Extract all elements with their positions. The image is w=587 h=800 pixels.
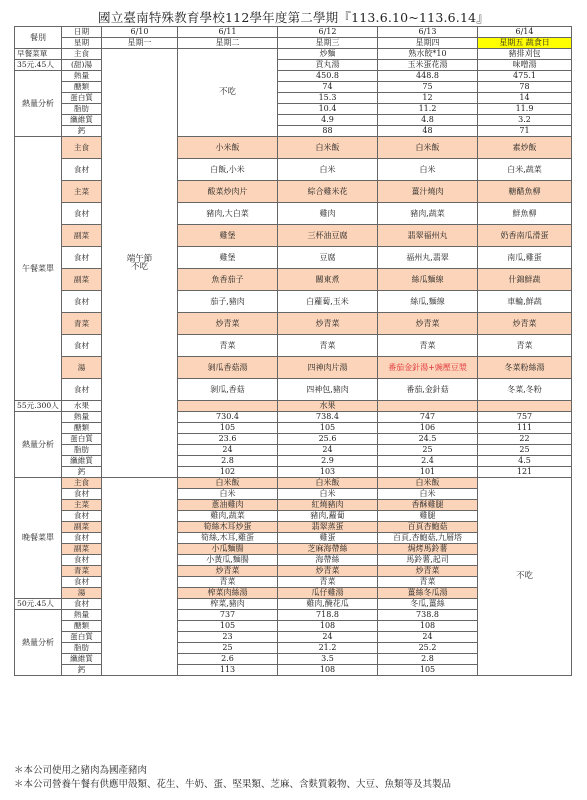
lunch-day4-cell: 111 — [478, 423, 572, 434]
table-row — [15, 247, 572, 269]
table-row — [15, 412, 572, 423]
row-label: 脂肪 — [62, 643, 102, 654]
weekday-cell: 星期四 — [378, 38, 478, 49]
lunch-day4-cell: 冬菜,冬粉 — [478, 379, 572, 401]
date-label: 日期 — [62, 27, 102, 38]
dinner-day2-cell: 21.2 — [278, 643, 378, 654]
page-title: 國立臺南特殊教育學校112學年度第二學期『113.6.10~113.6.14』 — [98, 10, 489, 25]
breakfast-thu: 75 — [378, 82, 478, 93]
lunch-day2-cell: 105 — [278, 423, 378, 434]
lunch-day3-cell: 薑汁燒肉 — [378, 181, 478, 203]
breakfast-thu: 玉米蛋花湯 — [378, 60, 478, 71]
lunch-day1-cell: 23.6 — [178, 434, 278, 445]
dinner-day1-cell: 23 — [178, 632, 278, 643]
dinner-day2-cell: 3.5 — [278, 654, 378, 665]
dinner-price: 50元.45人 — [15, 599, 62, 610]
breakfast-wed: 4.9 — [278, 115, 378, 126]
table-row — [15, 159, 572, 181]
table-row — [15, 126, 572, 137]
dinner-day1-cell: 白米飯 — [178, 478, 278, 489]
lunch-day1-cell: 魚香茄子 — [178, 269, 278, 291]
lunch-day2-cell: 炒青菜 — [278, 313, 378, 335]
lunch-day1-cell: 2.8 — [178, 456, 278, 467]
dinner-day3-cell: 雞腿 — [378, 511, 478, 522]
table-row — [15, 445, 572, 456]
lunch-day2-cell: 25.6 — [278, 434, 378, 445]
lunch-day3-cell: 福州丸,翡翠 — [378, 247, 478, 269]
row-label: 主食 — [62, 478, 102, 489]
dinner-day3-cell: 薑絲冬瓜湯 — [378, 588, 478, 599]
lunch-day1-cell: 酸菜炒肉片 — [178, 181, 278, 203]
lunch-day2-cell: 738.4 — [278, 412, 378, 423]
dinner-day3-cell: 105 — [378, 665, 478, 676]
breakfast-thu: 4.8 — [378, 115, 478, 126]
lunch-day3-cell: 豬肉,蔬菜 — [378, 203, 478, 225]
table-row — [15, 291, 572, 313]
breakfast-thu: 48 — [378, 126, 478, 137]
date-cell: 6/10 — [102, 27, 178, 38]
table-row — [15, 38, 572, 49]
breakfast-fri: 14 — [478, 93, 572, 104]
lunch-day4-cell: 4.5 — [478, 456, 572, 467]
dinner-day2-cell: 108 — [278, 665, 378, 676]
dinner-day2-cell: 雞肉,醃花瓜 — [278, 599, 378, 610]
row-label: 鈣 — [62, 665, 102, 676]
lunch-day2-cell: 24 — [278, 445, 378, 456]
lunch-day4-cell: 炒青菜 — [478, 313, 572, 335]
lunch-day4-cell: 121 — [478, 467, 572, 478]
breakfast-thu: 448.8 — [378, 71, 478, 82]
lunch-day3-cell: 2.4 — [378, 456, 478, 467]
row-label: 脂肪 — [62, 445, 102, 456]
lunch-day2-cell: 三杯油豆腐 — [278, 225, 378, 247]
row-label: 青菜 — [62, 566, 102, 577]
row-label: 副菜 — [62, 544, 102, 555]
dinner-day2-cell: 白米 — [278, 489, 378, 500]
lunch-day1-cell: 24 — [178, 445, 278, 456]
breakfast-wed: 炒麵 — [278, 49, 378, 60]
breakfast-fri: 71 — [478, 126, 572, 137]
row-label: 副菜 — [62, 522, 102, 533]
row-label: 蛋白質 — [62, 632, 102, 643]
lunch-day4-cell: 素炒飯 — [478, 137, 572, 159]
weekly-menu-table — [14, 26, 572, 676]
dinner-mon-blank — [102, 478, 178, 676]
row-label: 蛋白質 — [62, 434, 102, 445]
dinner-day3-cell: 焗烤馬鈴薯 — [378, 544, 478, 555]
lunch-day2-cell: 103 — [278, 467, 378, 478]
lunch-day2-cell: 四神肉片湯 — [278, 357, 378, 379]
breakfast-fri: 味噌湯 — [478, 60, 572, 71]
breakfast-wed: 貢丸湯 — [278, 60, 378, 71]
lunch-day1-cell: 730.4 — [178, 412, 278, 423]
dinner-day1-cell: 筍絲,木耳,雞蛋 — [178, 533, 278, 544]
row-label: 纖維質 — [62, 115, 102, 126]
breakfast-thu: 12 — [378, 93, 478, 104]
lunch-day3-cell: 絲瓜,麵線 — [378, 291, 478, 313]
row-label: 食材 — [62, 203, 102, 225]
dinner-day1-cell: 榨菜肉絲湯 — [178, 588, 278, 599]
row-label: 蛋白質 — [62, 93, 102, 104]
table-row — [15, 71, 572, 82]
lunch-day3-cell: 番茄金針湯+豌壓豆漿 — [378, 357, 478, 379]
footnote-allergen: ＊本公司營養午餐有供應甲殼類、花生、牛奶、蛋、堅果類、芝麻、含麩質穀物、大豆、魚類等及其製品 — [14, 779, 452, 790]
row-label: 青菜 — [62, 313, 102, 335]
row-label: 食材 — [62, 291, 102, 313]
dinner-day1-cell: 2.6 — [178, 654, 278, 665]
lunch-day2-cell: 2.9 — [278, 456, 378, 467]
lunch-day1-cell: 102 — [178, 467, 278, 478]
row-label: 鈣 — [62, 467, 102, 478]
table-row — [15, 478, 572, 489]
lunch-day3-cell: 24.5 — [378, 434, 478, 445]
lunch-day4-cell: 車輪,鮮蔬 — [478, 291, 572, 313]
lunch-day3-cell: 白米飯 — [378, 137, 478, 159]
lunch-day4-cell: 糖醋魚柳 — [478, 181, 572, 203]
weekday-cell: 星期二 — [178, 38, 278, 49]
lunch-day4-cell: 南瓜,雞蛋 — [478, 247, 572, 269]
row-label: 醣類 — [62, 82, 102, 93]
row-label: 纖維質 — [62, 654, 102, 665]
dinner-day3-cell: 白米 — [378, 489, 478, 500]
lunch-day2-cell: 綜合雞米花 — [278, 181, 378, 203]
breakfast-wed: 10.4 — [278, 104, 378, 115]
dinner-day2-cell: 芝麻海帶絲 — [278, 544, 378, 555]
dinner-section-label: 晚餐菜單 — [15, 478, 62, 599]
lunch-day4-cell: 青菜 — [478, 335, 572, 357]
dinner-day3-cell: 冬瓜,薑絲 — [378, 599, 478, 610]
table-row — [15, 269, 572, 291]
lunch-day1-cell: 炒青菜 — [178, 313, 278, 335]
table-row — [15, 456, 572, 467]
table-row — [15, 181, 572, 203]
table-row — [15, 401, 572, 412]
breakfast-fri: 豬排刈包 — [478, 49, 572, 60]
dinner-day1-cell: 25 — [178, 643, 278, 654]
lunch-day4-cell: 25 — [478, 445, 572, 456]
weekday-cell: 星期五 蔬食日 — [478, 38, 572, 49]
breakfast-section-label: 早餐菜單 — [15, 49, 62, 60]
breakfast-wed: 74 — [278, 82, 378, 93]
row-label: 食材 — [62, 159, 102, 181]
lunch-day3-cell: 翡翠福州丸 — [378, 225, 478, 247]
lunch-day4-cell: 什錦鮮蔬 — [478, 269, 572, 291]
dinner-nutrition-label: 熱量分析 — [15, 610, 62, 676]
dinner-day1-cell: 737 — [178, 610, 278, 621]
lunch-day1-cell: 105 — [178, 423, 278, 434]
dinner-day2-cell: 炒青菜 — [278, 566, 378, 577]
lunch-day2-cell: 白米飯 — [278, 137, 378, 159]
breakfast-tue-note: 不吃 — [178, 49, 278, 137]
row-label: 湯 — [62, 588, 102, 599]
breakfast-price: 35元.45人 — [15, 60, 62, 71]
lunch-day4-cell: 冬菜粉絲湯 — [478, 357, 572, 379]
table-row — [15, 137, 572, 159]
lunch-day4-cell: 奶香南瓜滑蛋 — [478, 225, 572, 247]
breakfast-wed: 88 — [278, 126, 378, 137]
lunch-nutrition-label: 熱量分析 — [15, 412, 62, 478]
row-label: 纖維質 — [62, 456, 102, 467]
dinner-day2-cell: 紅燒豬肉 — [278, 500, 378, 511]
lunch-day1-cell: 小米飯 — [178, 137, 278, 159]
row-label: 食材 — [62, 379, 102, 401]
row-label: 鈣 — [62, 126, 102, 137]
lunch-day4-cell: 22 — [478, 434, 572, 445]
row-label: 主食 — [62, 137, 102, 159]
dinner-day1-cell: 105 — [178, 621, 278, 632]
lunch-day2-cell: 豆腐 — [278, 247, 378, 269]
dinner-day1-cell: 榨菜,豬肉 — [178, 599, 278, 610]
lunch-day3-cell: 青菜 — [378, 335, 478, 357]
menu-body — [15, 27, 572, 676]
dinner-day3-cell: 百頁杏鮑菇 — [378, 522, 478, 533]
row-label: 主菜 — [62, 500, 102, 511]
table-row — [15, 49, 572, 60]
row-label: 食材 — [62, 335, 102, 357]
table-row — [15, 60, 572, 71]
lunch-day3-cell: 747 — [378, 412, 478, 423]
row-label: 食材 — [62, 599, 102, 610]
lunch-day3-cell: 106 — [378, 423, 478, 434]
dinner-day2-cell: 瓜仔雞湯 — [278, 588, 378, 599]
lunch-day1-cell: 雞堡 — [178, 225, 278, 247]
row-label: 主食 — [62, 49, 102, 60]
row-label: (甜)湯 — [62, 60, 102, 71]
dinner-day1-cell: 炒青菜 — [178, 566, 278, 577]
row-label: 水果 — [62, 401, 102, 412]
row-label: 醣類 — [62, 621, 102, 632]
table-row — [15, 434, 572, 445]
breakfast-fri: 78 — [478, 82, 572, 93]
breakfast-fri: 3.2 — [478, 115, 572, 126]
dinner-day1-cell: 113 — [178, 665, 278, 676]
dinner-day3-cell: 2.8 — [378, 654, 478, 665]
dinner-day2-cell: 海帶絲 — [278, 555, 378, 566]
lunch-day1-cell: 茄子,豬肉 — [178, 291, 278, 313]
table-row — [15, 423, 572, 434]
breakfast-wed: 450.8 — [278, 71, 378, 82]
row-label: 脂肪 — [62, 104, 102, 115]
lunch-day2-cell: 白米 — [278, 159, 378, 181]
dinner-day3-cell: 738.8 — [378, 610, 478, 621]
lunch-day3-cell — [378, 401, 478, 412]
lunch-day3-cell: 番茄,金針菇 — [378, 379, 478, 401]
row-label: 食材 — [62, 577, 102, 588]
weekday-cell: 星期一 — [102, 38, 178, 49]
row-label: 熱量 — [62, 71, 102, 82]
dinner-day2-cell: 718.8 — [278, 610, 378, 621]
breakfast-nutrition-label: 熱量分析 — [15, 71, 62, 137]
lunch-day1-cell: 青菜 — [178, 335, 278, 357]
table-row — [15, 82, 572, 93]
dinner-day2-cell: 108 — [278, 621, 378, 632]
breakfast-fri: 475.1 — [478, 71, 572, 82]
row-label: 熱量 — [62, 412, 102, 423]
dinner-day1-cell: 白米 — [178, 489, 278, 500]
row-label: 湯 — [62, 357, 102, 379]
dinner-day3-cell: 白米飯 — [378, 478, 478, 489]
row-label: 食材 — [62, 533, 102, 544]
breakfast-thu: 熟水餃*10 — [378, 49, 478, 60]
lunch-day3-cell: 101 — [378, 467, 478, 478]
holiday-note-cell: 端午節 不吃 — [102, 49, 178, 478]
dinner-fri-note: 不吃 — [478, 478, 572, 676]
lunch-price: 55元.300人 — [15, 401, 62, 412]
table-row — [15, 27, 572, 38]
lunch-day1-cell: 剝瓜香菇湯 — [178, 357, 278, 379]
dinner-day3-cell: 百頁,杏鮑菇,九層塔 — [378, 533, 478, 544]
meal-column-header: 餐別 — [15, 27, 62, 49]
dinner-day3-cell: 24 — [378, 632, 478, 643]
dinner-day3-cell: 炒青菜 — [378, 566, 478, 577]
lunch-day4-cell — [478, 401, 572, 412]
weekday-label: 星期 — [62, 38, 102, 49]
lunch-day2-cell: 白蘿蔔,玉米 — [278, 291, 378, 313]
dinner-day2-cell: 青菜 — [278, 577, 378, 588]
date-cell: 6/13 — [378, 27, 478, 38]
lunch-day1-cell: 豬肉,大白菜 — [178, 203, 278, 225]
footnote-pork: ＊本公司使用之豬肉為國產豬肉 — [14, 765, 148, 776]
dinner-day3-cell: 馬鈴薯,起司 — [378, 555, 478, 566]
dinner-day3-cell: 25.2 — [378, 643, 478, 654]
table-row — [15, 379, 572, 401]
lunch-day3-cell: 絲瓜麵線 — [378, 269, 478, 291]
lunch-day2-cell: 青菜 — [278, 335, 378, 357]
lunch-section-label: 午餐菜單 — [15, 137, 62, 401]
dinner-day2-cell: 雞蛋 — [278, 533, 378, 544]
dinner-day1-cell: 蔥油雞肉 — [178, 500, 278, 511]
dinner-day1-cell: 雞肉,蔬菜 — [178, 511, 278, 522]
lunch-day2-cell: 關東煮 — [278, 269, 378, 291]
footnotes — [14, 764, 451, 792]
dinner-day3-cell: 108 — [378, 621, 478, 632]
lunch-day2-cell: 水果 — [278, 401, 378, 412]
dinner-day1-cell: 小瓜麵腸 — [178, 544, 278, 555]
breakfast-thu: 11.2 — [378, 104, 478, 115]
breakfast-fri: 11.9 — [478, 104, 572, 115]
table-row — [15, 93, 572, 104]
table-row — [15, 357, 572, 379]
breakfast-wed: 15.3 — [278, 93, 378, 104]
lunch-day1-cell: 白飯,小米 — [178, 159, 278, 181]
table-row — [15, 467, 572, 478]
lunch-day1-cell: 剝瓜,香菇 — [178, 379, 278, 401]
row-label: 食材 — [62, 511, 102, 522]
row-label: 醣類 — [62, 423, 102, 434]
row-label: 副菜 — [62, 225, 102, 247]
lunch-day3-cell: 25 — [378, 445, 478, 456]
lunch-day1-cell — [178, 401, 278, 412]
lunch-day2-cell: 雞肉 — [278, 203, 378, 225]
table-row — [15, 335, 572, 357]
dinner-day2-cell: 豬肉,蘿蔔 — [278, 511, 378, 522]
date-cell: 6/11 — [178, 27, 278, 38]
lunch-day4-cell: 鮮魚柳 — [478, 203, 572, 225]
row-label: 熱量 — [62, 610, 102, 621]
lunch-day3-cell: 白米 — [378, 159, 478, 181]
dinner-day3-cell: 青菜 — [378, 577, 478, 588]
lunch-day4-cell: 白米,蔬菜 — [478, 159, 572, 181]
table-row — [15, 203, 572, 225]
table-row — [15, 104, 572, 115]
table-row — [15, 225, 572, 247]
table-row — [15, 115, 572, 126]
dinner-day1-cell: 小黃瓜,麵腸 — [178, 555, 278, 566]
row-label: 主菜 — [62, 181, 102, 203]
lunch-day1-cell: 雞堡 — [178, 247, 278, 269]
table-row — [15, 313, 572, 335]
row-label: 食材 — [62, 555, 102, 566]
lunch-day2-cell: 四神包,豬肉 — [278, 379, 378, 401]
dinner-day3-cell: 香酥雞腿 — [378, 500, 478, 511]
row-label: 副菜 — [62, 269, 102, 291]
row-label: 食材 — [62, 489, 102, 500]
dinner-day1-cell: 筍絲木耳炒蛋 — [178, 522, 278, 533]
dinner-day2-cell: 翡翠蒸蛋 — [278, 522, 378, 533]
dinner-day2-cell: 白米飯 — [278, 478, 378, 489]
weekday-cell: 星期三 — [278, 38, 378, 49]
date-cell: 6/14 — [478, 27, 572, 38]
row-label: 食材 — [62, 247, 102, 269]
date-cell: 6/12 — [278, 27, 378, 38]
lunch-day3-cell: 炒青菜 — [378, 313, 478, 335]
lunch-day4-cell: 757 — [478, 412, 572, 423]
dinner-day2-cell: 24 — [278, 632, 378, 643]
dinner-day1-cell: 青菜 — [178, 577, 278, 588]
